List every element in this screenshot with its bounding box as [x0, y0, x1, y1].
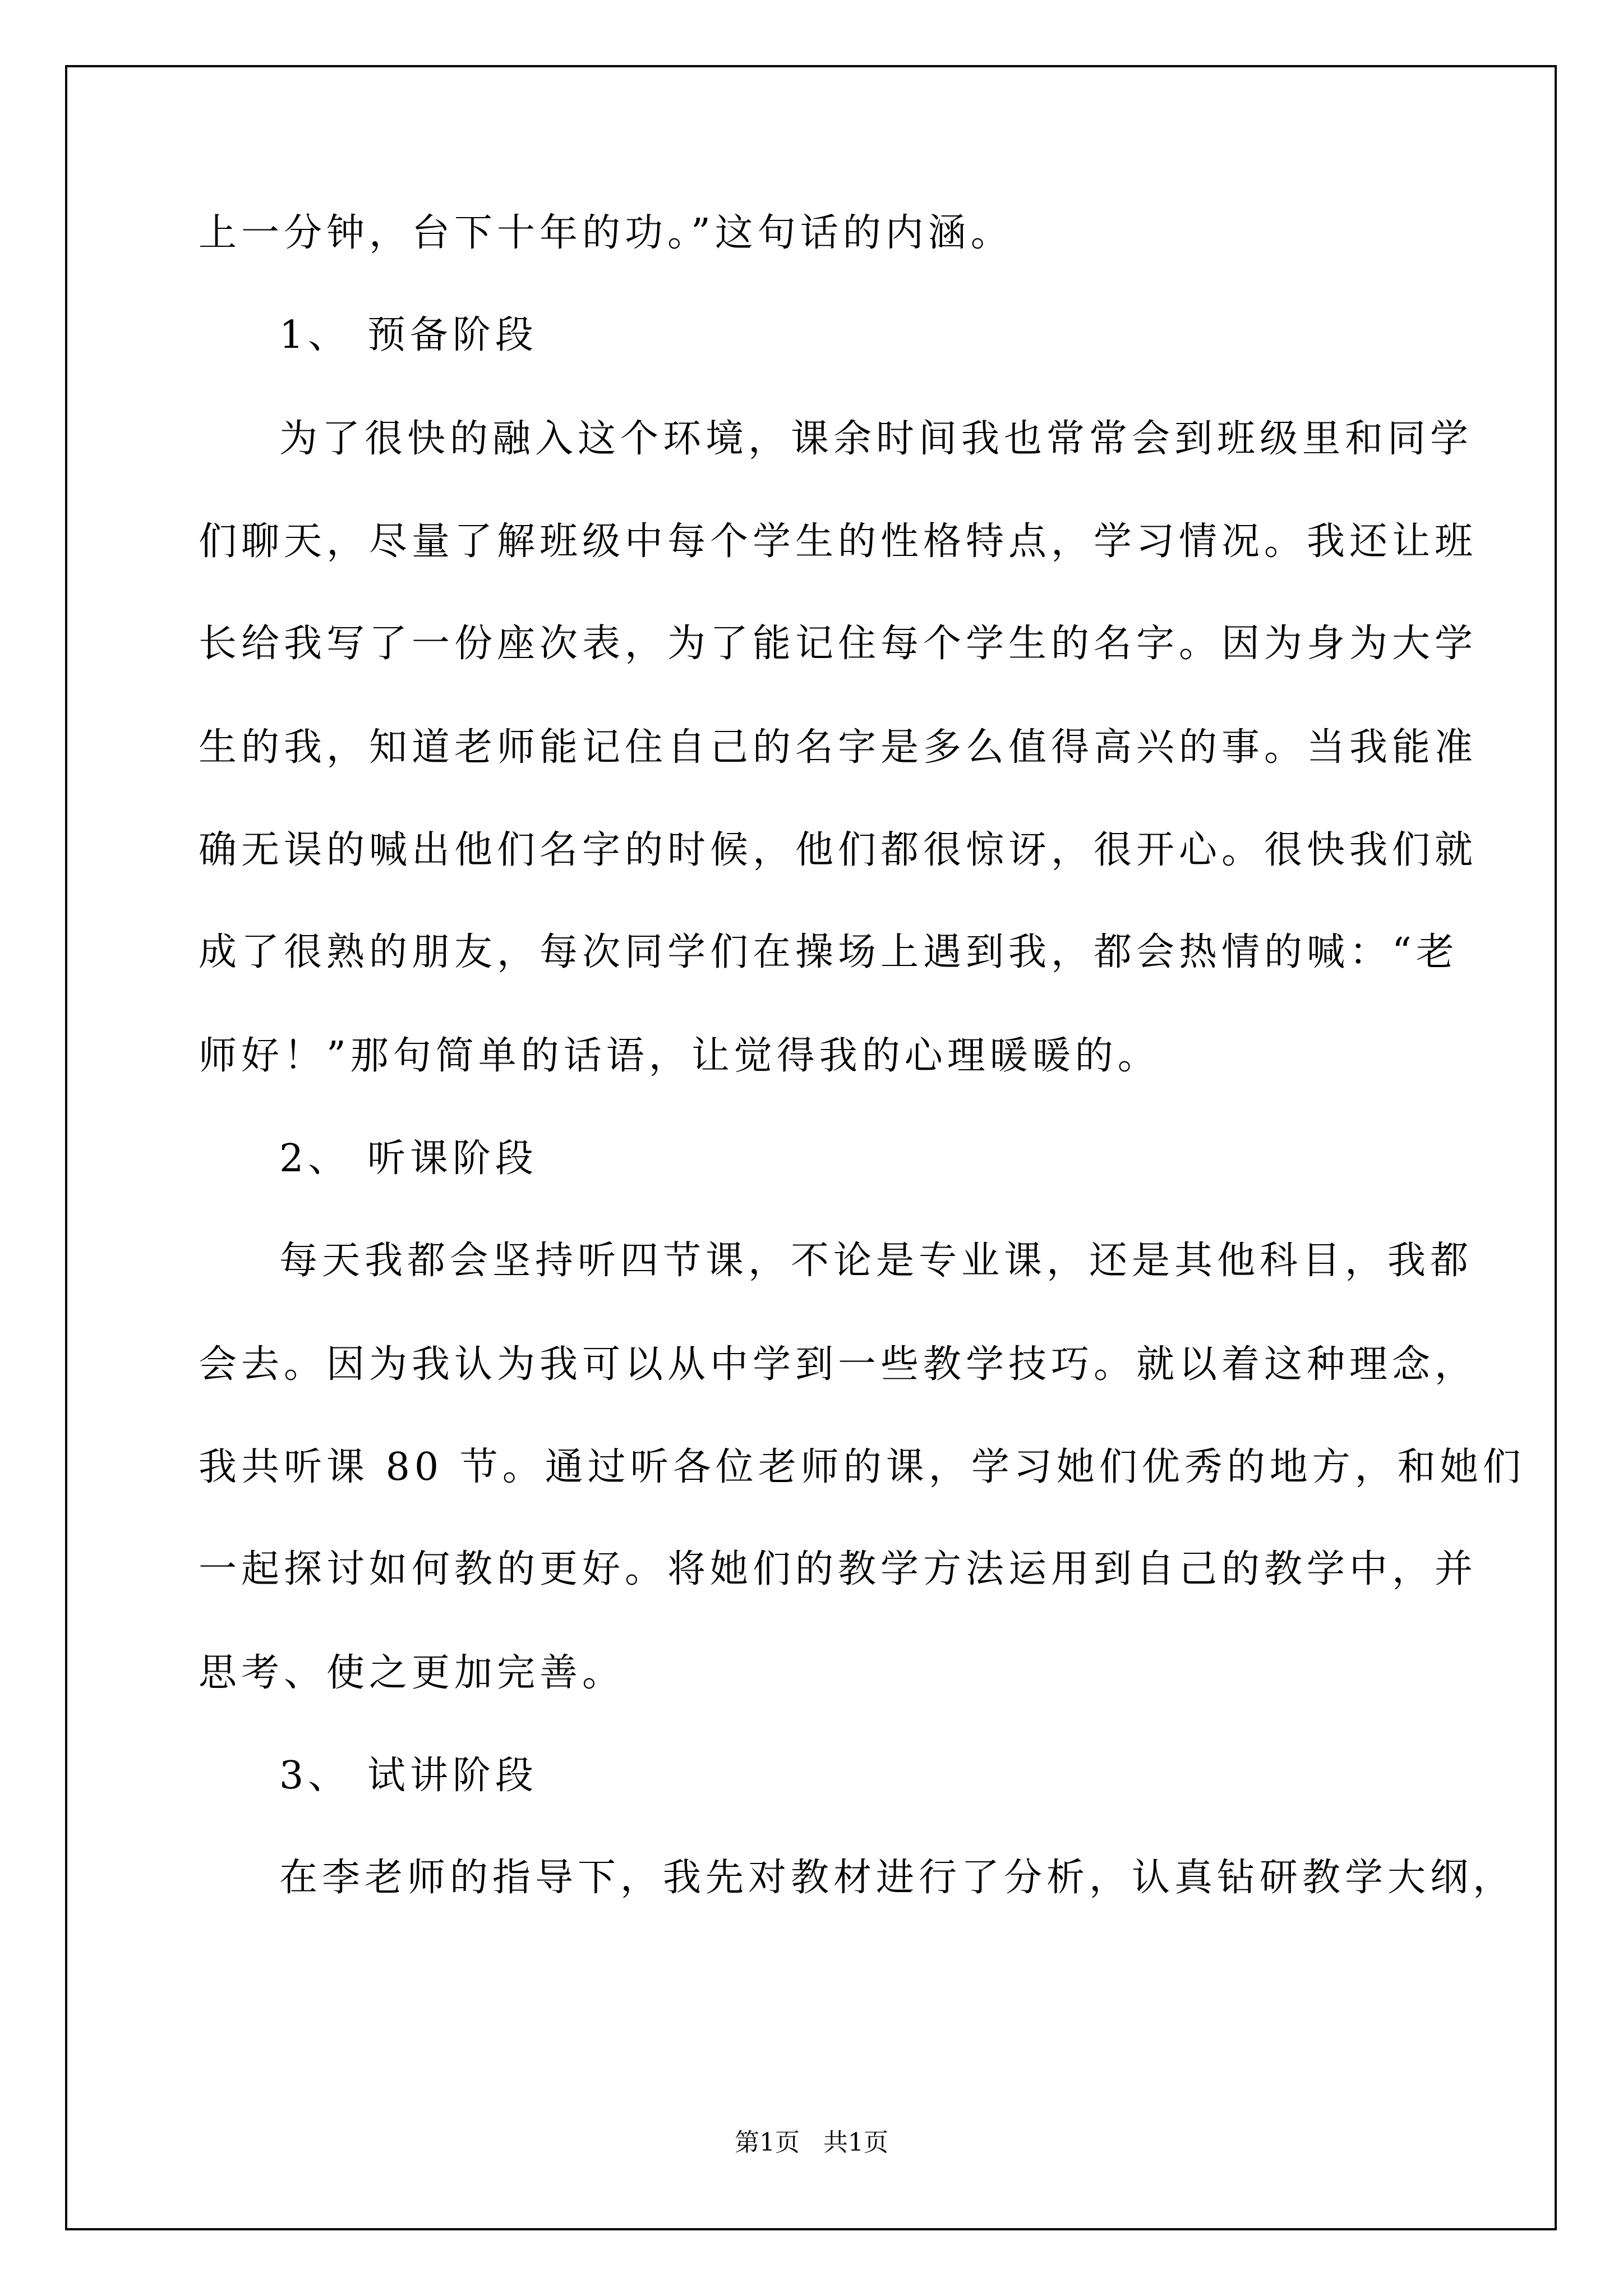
paragraph-line: 一起探讨如何教的更好。将她们的教学方法运用到自己的教学中，并 — [199, 1547, 1478, 1591]
paragraph-line: 思考、使之更加完善。 — [199, 1651, 625, 1695]
paragraph-line: 会去。因为我认为我可以从中学到一些教学技巧。就以着这种理念， — [199, 1342, 1478, 1387]
paragraph-line: 在李老师的指导下，我先对教材进行了分析，认真钻研教学大纲， — [279, 1856, 1516, 1900]
page-footer: 第1页 共1页 — [735, 2128, 888, 2157]
paragraph-line: 师好！”那句简单的话语，让觉得我的心理暖暖的。 — [199, 1034, 1160, 1078]
paragraph-line: 生的我，知道老师能记住自己的名字是多么值得高兴的事。当我能准 — [199, 725, 1478, 770]
paragraph-line: 确无误的喊出他们名字的时候，他们都很惊讶，很开心。很快我们就 — [199, 828, 1478, 872]
paragraph-line: 上一分钟，台下十年的功。”这句话的内涵。 — [199, 211, 1013, 255]
paragraph-line: 我共听课 80 节。通过听各位老师的课，学习她们优秀的地方，和她们 — [199, 1445, 1525, 1489]
paragraph-line: 为了很快的融入这个环境，课余时间我也常常会到班级里和同学 — [279, 417, 1473, 461]
paragraph-line: 长给我写了一份座次表，为了能记住每个学生的名字。因为身为大学 — [199, 622, 1478, 666]
paragraph-line: 每天我都会坚持听四节课，不论是专业课，还是其他科目，我都 — [279, 1239, 1473, 1283]
paragraph-line: 成了很熟的朋友，每次同学们在操场上遇到我，都会热情的喊：“老 — [199, 930, 1459, 974]
section-heading-2: 2、 听课阶段 — [279, 1137, 538, 1181]
paragraph-line: 们聊天，尽量了解班级中每个学生的性格特点，学习情况。我还让班 — [199, 519, 1478, 564]
section-heading-1: 1、 预备阶段 — [279, 313, 538, 357]
section-heading-3: 3、 试讲阶段 — [279, 1754, 538, 1798]
